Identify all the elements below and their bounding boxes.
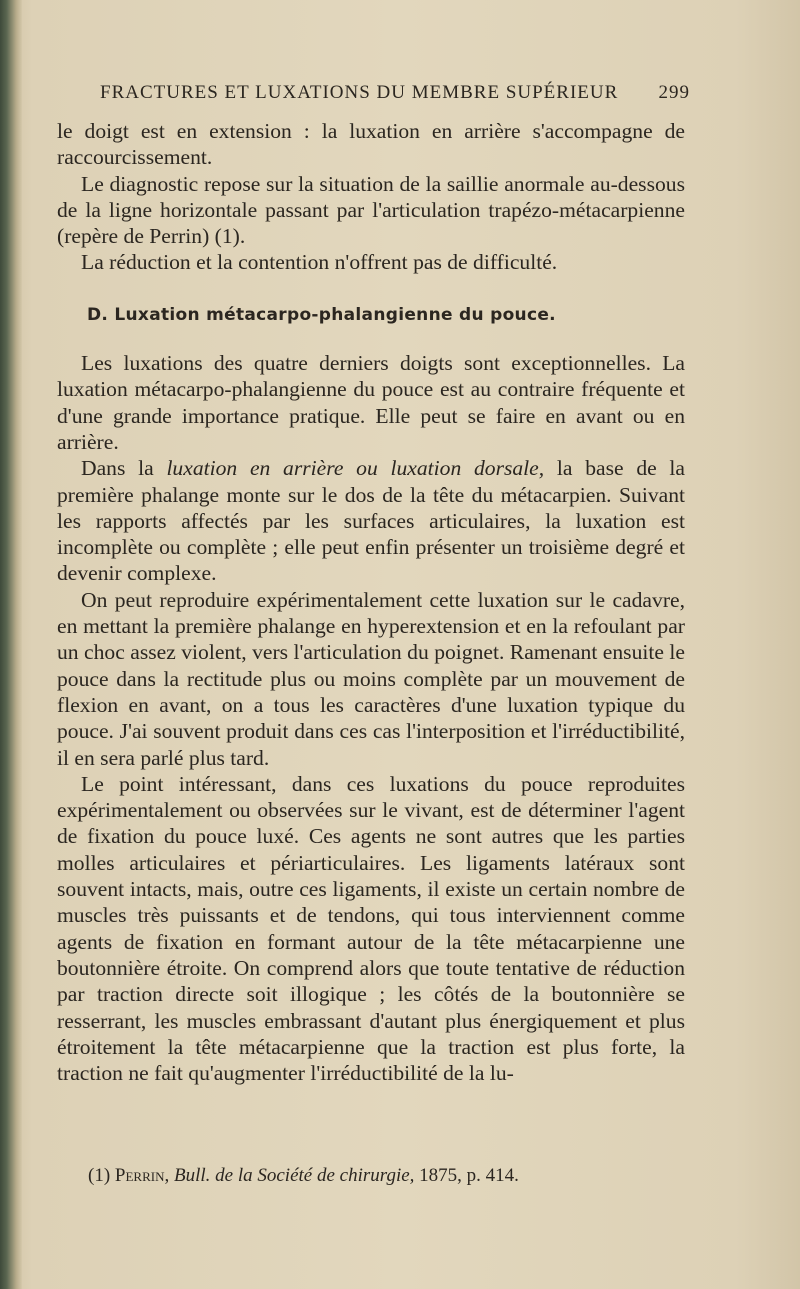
book-binding-edge <box>0 0 22 1289</box>
paragraph: le doigt est en extension : la luxation en arrière s'accompagne de raccourcissement. <box>57 119 685 170</box>
footnote-source: Bull. de la Société de chirurgie, <box>173 1165 415 1186</box>
footnote-details: 1875, p. 414. <box>419 1165 519 1186</box>
paragraph: Le point intéressant, dans ces luxations du pouce reproduites expérimentalement ou observées sur le vivant, est de déterminer l'agent de fixation du pouce luxé. Ces agents ne sont autres que les parties molles articulaires et périarticulaires. Les ligaments latéraux sont souvent intacts, mais, outre ces ligaments, il existe un certain nombre de muscles très puissants et de tendons, qui tous interviennent comme agents de fixation en formant autour de la tête métacarpienne une boutonnière étroite. On comprend alors que toute tentative de réduction par traction directe soit illogique ; les côtés de la boutonnière se resserrant, les muscles embrassant d'autant plus énergiquement et plus étroitement la tête métacarpienne que la traction est plus forte, la traction ne fait qu'augmenter l'irréductibilité de la lu- <box>57 771 685 1086</box>
section-heading: D. Luxation métacarpo-phalangienne du pouce. <box>87 304 556 325</box>
footnote-marker: (1) <box>88 1165 111 1186</box>
page-number: 299 <box>658 82 690 103</box>
paragraph: Les luxations des quatre derniers doigts sont exceptionnelles. La luxation métacarpo-phalangienne du pouce est au contraire fréquente et d'une grande importance pratique. Elle peut se faire en avant ou en arrière. <box>57 351 685 454</box>
paragraph-text: la base de la première phalange monte sur le dos de la tête du métacarpien. Suivant les rapports affectés par les surfaces articulaires, la luxation est incomplète ou complète ; elle peut enfin présenter un troisième degré et devenir complexe. <box>57 456 686 586</box>
paragraph: On peut reproduire expérimentalement cette luxation sur le cadavre, en mettant la première phalange en hyperextension et en la refoulant par un choc assez violent, vers l'articulation du poignet. Ramenant ensuite le pouce dans la rectitude plus ou moins complète par un mouvement de flexion en avant, on a tous les caractères d'une luxation typique du pouce. J'ai souvent produit dans ces cas l'interposition et l'irréductibilité, il en sera parlé plus tard. <box>57 587 685 770</box>
running-title: FRACTURES ET LUXATIONS DU MEMBRE SUPÉRIEUR <box>100 82 619 103</box>
paragraph: Le diagnostic repose sur la situation de la saillie anormale au-dessous de la ligne horizontale passant par l'articulation trapézo-métacarpienne (repère de Perrin) (1). <box>57 171 685 249</box>
body-text <box>57 118 685 1086</box>
footnote <box>88 1165 688 1187</box>
footnote-author: Perrin, <box>114 1165 170 1186</box>
paragraph: La réduction et la contention n'offrent pas de difficulté. <box>81 250 558 275</box>
paragraph <box>57 455 685 586</box>
italic-term: luxation en arrière ou luxation dorsale, <box>166 456 545 481</box>
paragraph-text: Dans la <box>81 456 167 481</box>
